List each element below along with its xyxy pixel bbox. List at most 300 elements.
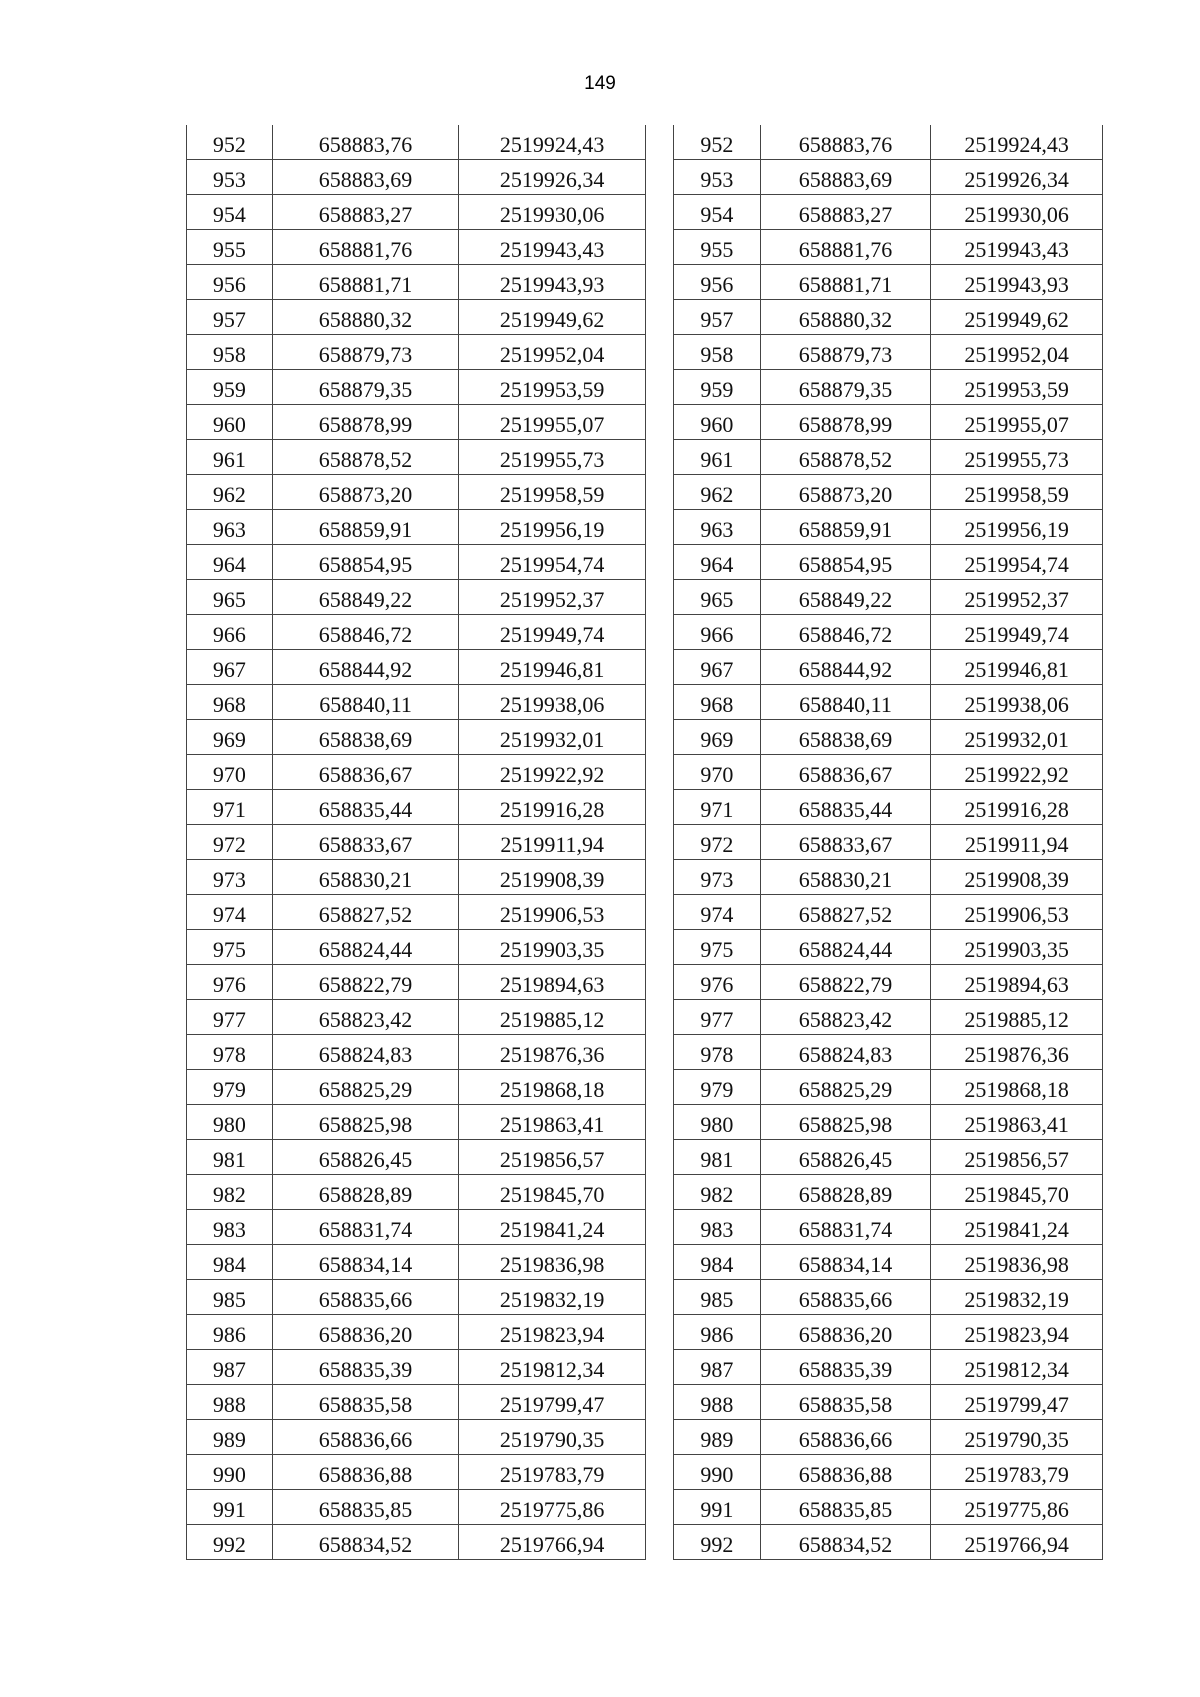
point-number-cell: 955	[674, 230, 761, 265]
x-coordinate-cell: 658826,45	[760, 1140, 931, 1175]
x-coordinate-cell: 658833,67	[272, 825, 459, 860]
point-number-cell: 966	[674, 615, 761, 650]
point-number-cell: 957	[187, 300, 273, 335]
point-number-cell: 992	[187, 1525, 273, 1560]
y-coordinate-cell: 2519885,12	[931, 1000, 1103, 1035]
table-row	[187, 1315, 646, 1350]
x-coordinate-cell: 658833,67	[760, 825, 931, 860]
table-row	[674, 405, 1103, 440]
y-coordinate-cell: 2519943,43	[459, 230, 646, 265]
point-number-cell: 978	[187, 1035, 273, 1070]
table-row	[674, 1525, 1103, 1560]
x-coordinate-cell: 658840,11	[760, 685, 931, 720]
x-coordinate-cell: 658883,69	[272, 160, 459, 195]
table-row	[187, 1280, 646, 1315]
y-coordinate-cell: 2519949,62	[931, 300, 1103, 335]
point-number-cell: 956	[187, 265, 273, 300]
table-row	[187, 1525, 646, 1560]
point-number-cell: 958	[674, 335, 761, 370]
y-coordinate-cell: 2519790,35	[459, 1420, 646, 1455]
point-number-cell: 969	[187, 720, 273, 755]
table-row	[674, 580, 1103, 615]
table-row	[187, 1385, 646, 1420]
table-row	[187, 1420, 646, 1455]
y-coordinate-cell: 2519832,19	[459, 1280, 646, 1315]
x-coordinate-cell: 658881,71	[760, 265, 931, 300]
x-coordinate-cell: 658835,66	[760, 1280, 931, 1315]
y-coordinate-cell: 2519926,34	[459, 160, 646, 195]
y-coordinate-cell: 2519775,86	[459, 1490, 646, 1525]
y-coordinate-cell: 2519845,70	[459, 1175, 646, 1210]
x-coordinate-cell: 658880,32	[760, 300, 931, 335]
x-coordinate-cell: 658835,85	[272, 1490, 459, 1525]
y-coordinate-cell: 2519911,94	[931, 825, 1103, 860]
point-number-cell: 991	[187, 1490, 273, 1525]
y-coordinate-cell: 2519938,06	[459, 685, 646, 720]
x-coordinate-cell: 658830,21	[272, 860, 459, 895]
y-coordinate-cell: 2519823,94	[931, 1315, 1103, 1350]
x-coordinate-cell: 658822,79	[272, 965, 459, 1000]
table-row	[187, 545, 646, 580]
point-number-cell: 972	[674, 825, 761, 860]
table-row	[187, 300, 646, 335]
y-coordinate-cell: 2519906,53	[459, 895, 646, 930]
table-row	[187, 230, 646, 265]
point-number-cell: 962	[187, 475, 273, 510]
x-coordinate-cell: 658835,44	[760, 790, 931, 825]
x-coordinate-cell: 658827,52	[760, 895, 931, 930]
y-coordinate-cell: 2519916,28	[459, 790, 646, 825]
table-row	[187, 965, 646, 1000]
x-coordinate-cell: 658836,66	[760, 1420, 931, 1455]
y-coordinate-cell: 2519930,06	[931, 195, 1103, 230]
y-coordinate-cell: 2519832,19	[931, 1280, 1103, 1315]
point-number-cell: 964	[187, 545, 273, 580]
x-coordinate-cell: 658825,98	[272, 1105, 459, 1140]
point-number-cell: 974	[674, 895, 761, 930]
point-number-cell: 967	[187, 650, 273, 685]
point-number-cell: 982	[674, 1175, 761, 1210]
table-row	[674, 370, 1103, 405]
x-coordinate-cell: 658835,66	[272, 1280, 459, 1315]
y-coordinate-cell: 2519766,94	[931, 1525, 1103, 1560]
x-coordinate-cell: 658878,99	[760, 405, 931, 440]
point-number-cell: 975	[187, 930, 273, 965]
x-coordinate-cell: 658878,52	[272, 440, 459, 475]
y-coordinate-cell: 2519953,59	[931, 370, 1103, 405]
y-coordinate-cell: 2519799,47	[931, 1385, 1103, 1420]
y-coordinate-cell: 2519876,36	[459, 1035, 646, 1070]
x-coordinate-cell: 658836,20	[272, 1315, 459, 1350]
point-number-cell: 956	[674, 265, 761, 300]
x-coordinate-cell: 658836,67	[760, 755, 931, 790]
point-number-cell: 987	[187, 1350, 273, 1385]
point-number-cell: 968	[187, 685, 273, 720]
point-number-cell: 960	[187, 405, 273, 440]
x-coordinate-cell: 658827,52	[272, 895, 459, 930]
x-coordinate-cell: 658881,76	[272, 230, 459, 265]
point-number-cell: 957	[674, 300, 761, 335]
point-number-cell: 963	[187, 510, 273, 545]
coordinates-table-right	[673, 125, 1103, 1560]
y-coordinate-cell: 2519932,01	[459, 720, 646, 755]
x-coordinate-cell: 658824,44	[760, 930, 931, 965]
y-coordinate-cell: 2519863,41	[931, 1105, 1103, 1140]
x-coordinate-cell: 658836,88	[760, 1455, 931, 1490]
point-number-cell: 952	[674, 125, 761, 160]
point-number-cell: 959	[187, 370, 273, 405]
y-coordinate-cell: 2519924,43	[459, 125, 646, 160]
y-coordinate-cell: 2519943,93	[459, 265, 646, 300]
point-number-cell: 963	[674, 510, 761, 545]
table-row	[187, 1490, 646, 1525]
table-row	[187, 860, 646, 895]
table-row	[674, 1245, 1103, 1280]
table-row	[187, 650, 646, 685]
table-row	[674, 1105, 1103, 1140]
y-coordinate-cell: 2519930,06	[459, 195, 646, 230]
point-number-cell: 967	[674, 650, 761, 685]
table-row	[674, 1490, 1103, 1525]
table-row	[187, 335, 646, 370]
table-row	[674, 510, 1103, 545]
x-coordinate-cell: 658825,98	[760, 1105, 931, 1140]
y-coordinate-cell: 2519916,28	[931, 790, 1103, 825]
x-coordinate-cell: 658881,76	[760, 230, 931, 265]
table-row	[674, 790, 1103, 825]
table-row	[674, 825, 1103, 860]
x-coordinate-cell: 658840,11	[272, 685, 459, 720]
y-coordinate-cell: 2519903,35	[459, 930, 646, 965]
point-number-cell: 974	[187, 895, 273, 930]
y-coordinate-cell: 2519955,07	[931, 405, 1103, 440]
point-number-cell: 984	[187, 1245, 273, 1280]
x-coordinate-cell: 658822,79	[760, 965, 931, 1000]
point-number-cell: 958	[187, 335, 273, 370]
x-coordinate-cell: 658854,95	[760, 545, 931, 580]
point-number-cell: 961	[187, 440, 273, 475]
point-number-cell: 990	[187, 1455, 273, 1490]
table-row	[674, 965, 1103, 1000]
page-number: 149	[584, 73, 616, 94]
table-row	[674, 125, 1103, 160]
point-number-cell: 977	[187, 1000, 273, 1035]
table-row	[187, 1245, 646, 1280]
coordinates-table-body	[187, 125, 646, 1560]
y-coordinate-cell: 2519856,57	[931, 1140, 1103, 1175]
y-coordinate-cell: 2519956,19	[931, 510, 1103, 545]
y-coordinate-cell: 2519926,34	[931, 160, 1103, 195]
table-row	[674, 440, 1103, 475]
y-coordinate-cell: 2519932,01	[931, 720, 1103, 755]
table-row	[187, 895, 646, 930]
x-coordinate-cell: 658844,92	[272, 650, 459, 685]
table-row	[674, 895, 1103, 930]
x-coordinate-cell: 658878,99	[272, 405, 459, 440]
table-row	[187, 1105, 646, 1140]
table-row	[674, 685, 1103, 720]
point-number-cell: 976	[187, 965, 273, 1000]
x-coordinate-cell: 658878,52	[760, 440, 931, 475]
table-row	[674, 1385, 1103, 1420]
x-coordinate-cell: 658826,45	[272, 1140, 459, 1175]
x-coordinate-cell: 658859,91	[760, 510, 931, 545]
point-number-cell: 987	[674, 1350, 761, 1385]
point-number-cell: 979	[674, 1070, 761, 1105]
point-number-cell: 985	[674, 1280, 761, 1315]
x-coordinate-cell: 658824,83	[760, 1035, 931, 1070]
point-number-cell: 988	[187, 1385, 273, 1420]
table-row	[674, 1350, 1103, 1385]
table-row	[674, 545, 1103, 580]
point-number-cell: 966	[187, 615, 273, 650]
y-coordinate-cell: 2519953,59	[459, 370, 646, 405]
table-row	[187, 720, 646, 755]
y-coordinate-cell: 2519955,73	[931, 440, 1103, 475]
point-number-cell: 986	[187, 1315, 273, 1350]
y-coordinate-cell: 2519766,94	[459, 1525, 646, 1560]
table-row	[187, 125, 646, 160]
point-number-cell: 978	[674, 1035, 761, 1070]
point-number-cell: 969	[674, 720, 761, 755]
table-row	[187, 1210, 646, 1245]
point-number-cell: 991	[674, 1490, 761, 1525]
table-row	[187, 1350, 646, 1385]
y-coordinate-cell: 2519783,79	[931, 1455, 1103, 1490]
y-coordinate-cell: 2519949,74	[459, 615, 646, 650]
table-row	[187, 825, 646, 860]
table-row	[674, 335, 1103, 370]
point-number-cell: 980	[674, 1105, 761, 1140]
point-number-cell: 959	[674, 370, 761, 405]
x-coordinate-cell: 658835,58	[272, 1385, 459, 1420]
y-coordinate-cell: 2519836,98	[931, 1245, 1103, 1280]
table-row	[674, 1070, 1103, 1105]
point-number-cell: 975	[674, 930, 761, 965]
y-coordinate-cell: 2519856,57	[459, 1140, 646, 1175]
x-coordinate-cell: 658823,42	[272, 1000, 459, 1035]
x-coordinate-cell: 658883,69	[760, 160, 931, 195]
table-row	[674, 1035, 1103, 1070]
point-number-cell: 962	[674, 475, 761, 510]
point-number-cell: 961	[674, 440, 761, 475]
table-row	[187, 370, 646, 405]
table-row	[674, 860, 1103, 895]
table-row	[187, 195, 646, 230]
point-number-cell: 980	[187, 1105, 273, 1140]
y-coordinate-cell: 2519841,24	[931, 1210, 1103, 1245]
y-coordinate-cell: 2519894,63	[931, 965, 1103, 1000]
point-number-cell: 979	[187, 1070, 273, 1105]
table-row	[187, 685, 646, 720]
point-number-cell: 973	[674, 860, 761, 895]
x-coordinate-cell: 658881,71	[272, 265, 459, 300]
coordinates-table-left	[186, 125, 646, 1560]
x-coordinate-cell: 658879,73	[272, 335, 459, 370]
point-number-cell: 960	[674, 405, 761, 440]
x-coordinate-cell: 658824,44	[272, 930, 459, 965]
y-coordinate-cell: 2519868,18	[459, 1070, 646, 1105]
x-coordinate-cell: 658880,32	[272, 300, 459, 335]
x-coordinate-cell: 658836,20	[760, 1315, 931, 1350]
y-coordinate-cell: 2519954,74	[459, 545, 646, 580]
y-coordinate-cell: 2519911,94	[459, 825, 646, 860]
y-coordinate-cell: 2519868,18	[931, 1070, 1103, 1105]
point-number-cell: 990	[674, 1455, 761, 1490]
point-number-cell: 954	[674, 195, 761, 230]
y-coordinate-cell: 2519812,34	[459, 1350, 646, 1385]
y-coordinate-cell: 2519955,73	[459, 440, 646, 475]
table-row	[187, 1035, 646, 1070]
x-coordinate-cell: 658883,76	[760, 125, 931, 160]
table-row	[187, 755, 646, 790]
point-number-cell: 992	[674, 1525, 761, 1560]
point-number-cell: 955	[187, 230, 273, 265]
y-coordinate-cell: 2519876,36	[931, 1035, 1103, 1070]
x-coordinate-cell: 658846,72	[272, 615, 459, 650]
table-row	[187, 580, 646, 615]
y-coordinate-cell: 2519836,98	[459, 1245, 646, 1280]
table-row	[674, 230, 1103, 265]
x-coordinate-cell: 658849,22	[272, 580, 459, 615]
point-number-cell: 968	[674, 685, 761, 720]
point-number-cell: 983	[187, 1210, 273, 1245]
point-number-cell: 952	[187, 125, 273, 160]
table-row	[674, 615, 1103, 650]
point-number-cell: 989	[187, 1420, 273, 1455]
point-number-cell: 965	[674, 580, 761, 615]
table-row	[674, 265, 1103, 300]
y-coordinate-cell: 2519790,35	[931, 1420, 1103, 1455]
y-coordinate-cell: 2519943,93	[931, 265, 1103, 300]
table-row	[674, 1175, 1103, 1210]
point-number-cell: 970	[187, 755, 273, 790]
table-row	[187, 1175, 646, 1210]
table-row	[674, 160, 1103, 195]
table-row	[187, 265, 646, 300]
x-coordinate-cell: 658825,29	[272, 1070, 459, 1105]
x-coordinate-cell: 658879,35	[760, 370, 931, 405]
point-number-cell: 953	[187, 160, 273, 195]
y-coordinate-cell: 2519799,47	[459, 1385, 646, 1420]
x-coordinate-cell: 658835,85	[760, 1490, 931, 1525]
x-coordinate-cell: 658831,74	[760, 1210, 931, 1245]
x-coordinate-cell: 658859,91	[272, 510, 459, 545]
y-coordinate-cell: 2519952,04	[459, 335, 646, 370]
y-coordinate-cell: 2519894,63	[459, 965, 646, 1000]
table-row	[674, 1140, 1103, 1175]
y-coordinate-cell: 2519885,12	[459, 1000, 646, 1035]
x-coordinate-cell: 658854,95	[272, 545, 459, 580]
point-number-cell: 985	[187, 1280, 273, 1315]
table-row	[674, 1315, 1103, 1350]
x-coordinate-cell: 658834,52	[272, 1525, 459, 1560]
point-number-cell: 971	[674, 790, 761, 825]
x-coordinate-cell: 658834,52	[760, 1525, 931, 1560]
x-coordinate-cell: 658836,88	[272, 1455, 459, 1490]
table-row	[674, 720, 1103, 755]
table-row	[187, 160, 646, 195]
table-row	[187, 1070, 646, 1105]
coordinates-table-body	[674, 125, 1103, 1560]
table-row	[674, 195, 1103, 230]
table-row	[187, 405, 646, 440]
point-number-cell: 971	[187, 790, 273, 825]
x-coordinate-cell: 658838,69	[272, 720, 459, 755]
table-row	[674, 1000, 1103, 1035]
table-row	[674, 930, 1103, 965]
x-coordinate-cell: 658836,67	[272, 755, 459, 790]
point-number-cell: 984	[674, 1245, 761, 1280]
y-coordinate-cell: 2519908,39	[459, 860, 646, 895]
x-coordinate-cell: 658879,73	[760, 335, 931, 370]
y-coordinate-cell: 2519783,79	[459, 1455, 646, 1490]
y-coordinate-cell: 2519943,43	[931, 230, 1103, 265]
y-coordinate-cell: 2519954,74	[931, 545, 1103, 580]
point-number-cell: 976	[674, 965, 761, 1000]
point-number-cell: 988	[674, 1385, 761, 1420]
x-coordinate-cell: 658835,58	[760, 1385, 931, 1420]
table-row	[187, 790, 646, 825]
y-coordinate-cell: 2519952,37	[459, 580, 646, 615]
table-row	[674, 755, 1103, 790]
table-row	[674, 1210, 1103, 1245]
table-row	[674, 1280, 1103, 1315]
y-coordinate-cell: 2519958,59	[931, 475, 1103, 510]
x-coordinate-cell: 658883,76	[272, 125, 459, 160]
y-coordinate-cell: 2519955,07	[459, 405, 646, 440]
y-coordinate-cell: 2519908,39	[931, 860, 1103, 895]
x-coordinate-cell: 658873,20	[272, 475, 459, 510]
y-coordinate-cell: 2519952,37	[931, 580, 1103, 615]
point-number-cell: 986	[674, 1315, 761, 1350]
table-row	[187, 475, 646, 510]
table-row	[187, 1000, 646, 1035]
point-number-cell: 977	[674, 1000, 761, 1035]
point-number-cell: 953	[674, 160, 761, 195]
point-number-cell: 954	[187, 195, 273, 230]
y-coordinate-cell: 2519775,86	[931, 1490, 1103, 1525]
table-row	[187, 1140, 646, 1175]
point-number-cell: 972	[187, 825, 273, 860]
x-coordinate-cell: 658879,35	[272, 370, 459, 405]
y-coordinate-cell: 2519958,59	[459, 475, 646, 510]
x-coordinate-cell: 658835,44	[272, 790, 459, 825]
x-coordinate-cell: 658828,89	[760, 1175, 931, 1210]
x-coordinate-cell: 658883,27	[760, 195, 931, 230]
table-row	[674, 650, 1103, 685]
y-coordinate-cell: 2519956,19	[459, 510, 646, 545]
x-coordinate-cell: 658824,83	[272, 1035, 459, 1070]
x-coordinate-cell: 658835,39	[272, 1350, 459, 1385]
point-number-cell: 982	[187, 1175, 273, 1210]
y-coordinate-cell: 2519946,81	[931, 650, 1103, 685]
y-coordinate-cell: 2519906,53	[931, 895, 1103, 930]
y-coordinate-cell: 2519949,62	[459, 300, 646, 335]
x-coordinate-cell: 658823,42	[760, 1000, 931, 1035]
point-number-cell: 973	[187, 860, 273, 895]
point-number-cell: 983	[674, 1210, 761, 1245]
point-number-cell: 964	[674, 545, 761, 580]
table-row	[674, 300, 1103, 335]
point-number-cell: 965	[187, 580, 273, 615]
x-coordinate-cell: 658844,92	[760, 650, 931, 685]
x-coordinate-cell: 658825,29	[760, 1070, 931, 1105]
x-coordinate-cell: 658834,14	[272, 1245, 459, 1280]
x-coordinate-cell: 658828,89	[272, 1175, 459, 1210]
point-number-cell: 981	[674, 1140, 761, 1175]
table-row	[674, 475, 1103, 510]
